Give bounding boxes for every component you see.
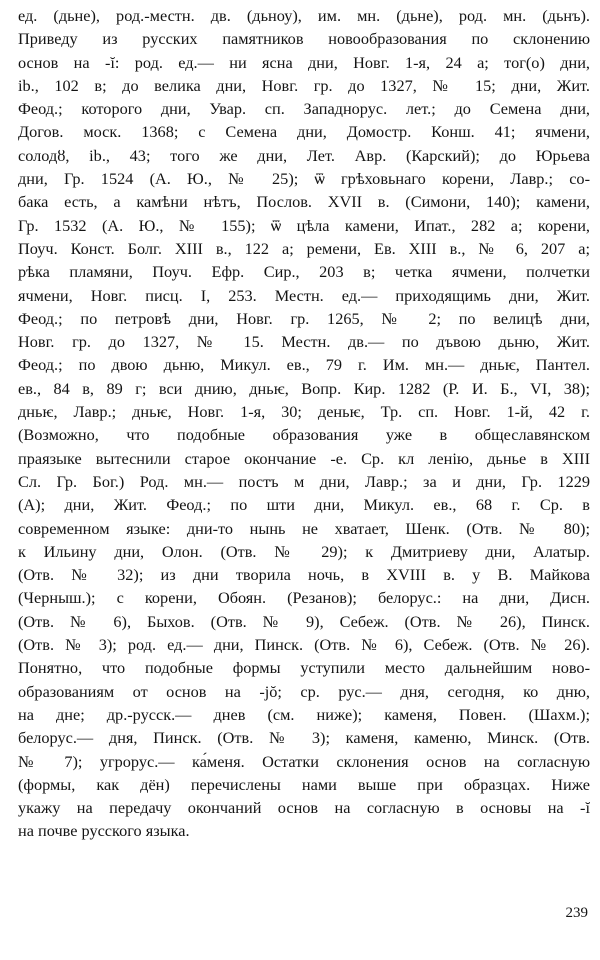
text-line: на дне; др.-русск.— днев (см. ниже); каменя, Повен. (Шахм.); <box>18 704 590 724</box>
text-line: бака есть, а камѣни нѣтъ, Послов. XVII в. (Симони, 140); камени, <box>18 192 590 212</box>
text-line: № 7); угрорус.— ка́меня. Остатки склонения основ на согласную <box>18 751 590 771</box>
text-line: (Черныш.); с корени, Обоян. (Резанов); белорус.: на дни, Дисн. <box>18 588 590 608</box>
text-line: дни, Гр. 1524 (А. Ю., № 25); ѿ грѣховьнаго корени, Лавр.; со- <box>18 169 590 189</box>
text-line: укажу на передачу окончаний основ на согласную в основы на -ĭ <box>18 798 590 818</box>
text-line: белорус.— дня, Пинск. (Отв. № 3); каменя, каменю, Минск. (Отв. <box>18 728 590 748</box>
text-line: Сл. Гр. Бог.) Род. мн.— постъ м дни, Лавр.; за и дни, Гр. 1229 <box>18 471 590 491</box>
text-line: (Отв. № 6), Быхов. (Отв. № 9), Себеж. (Отв. № 26), Пинск. <box>18 611 590 631</box>
page-number: 239 <box>565 905 588 921</box>
text-line: основ на -ĭ: род. ед.— ни ясна дни, Новг. 1-я, 24 а; тог(о) дни, <box>18 52 590 72</box>
text-line: образованиям от основ на -jŏ; ср. рус.— дня, сегодня, ко дню, <box>18 681 590 701</box>
text-line: Догов. моск. 1368; с Семена дни, Домостр. Конш. 41; ячмени, <box>18 122 590 142</box>
text-line: ib., 102 в; до велика дни, Новг. гр. до 1327, № 15; дни, Жит. <box>18 75 590 95</box>
body-text <box>18 4 590 843</box>
text-line: ед. (дьне), род.-местн. дв. (дьноу), им. мн. (дьне), род. мн. (дьнъ). <box>18 6 590 25</box>
text-line: рѣка пламяни, Поуч. Ефр. Сир., 203 в; четка ячмени, полчетки <box>18 262 590 282</box>
text-line: Приведу из русских памятников новообразования по склонению <box>18 29 590 49</box>
text-line: дньѥ, Лавр.; дньѥ, Новг. 1-я, 30; деньѥ, Тр. сп. Новг. 1-й, 42 г. <box>18 402 590 422</box>
text-line: (Отв. № 32); из дни творила ночь, в XVIII в. у В. Майкова <box>18 565 590 585</box>
text-line: Поуч. Конст. Болг. XIII в., 122 а; ремени, Ев. XIII в., № 6, 207 а; <box>18 238 590 258</box>
text-line: Гр. 1532 (А. Ю., № 155); ѿ цѣла камени, Ипат., 282 а; корени, <box>18 215 590 235</box>
text-line: солодȣ, ib., 43; того же дни, Лет. Авр. (Карский); до Юрьева <box>18 145 590 165</box>
text-line: ев., 84 в, 89 г; вси днию, дньѥ, Вопр. Кир. 1282 (Р. И. Б., VI, 38); <box>18 378 590 398</box>
text-line: праязыке вытеснили старое окончание -е. Ср. кл ленiю, дьнье в XIII <box>18 448 590 468</box>
text-line: (Отв. № 3); род. ед.— дни, Пинск. (Отв. № 6), Себеж. (Отв. № 26). <box>18 635 590 655</box>
text-line: (Возможно, что подобные образования уже в общеславянском <box>18 425 590 445</box>
text-line: Феод.; по двою дьню, Микул. ев., 79 г. Им. мн.— дньѥ, Пантел. <box>18 355 590 375</box>
text-line: (А); дни, Жит. Феод.; по шти дни, Микул. ев., 68 г. Ср. в <box>18 495 590 515</box>
text-line: Понятно, что подобные формы уступили место дальнейшим ново- <box>18 658 590 678</box>
text-line: Новг. гр. до 1327, № 15. Местн. дв.— по дъвою дьню, Жит. <box>18 332 590 352</box>
text-line: на почве русского языка. <box>18 821 190 841</box>
text-line: ячмени, Новг. писц. I, 253. Местн. ед.— приходящимь дни, Жит. <box>18 285 590 305</box>
text-line: Феод.; по петровѣ дни, Новг. гр. 1265, № 2; по велицѣ дни, <box>18 308 590 328</box>
text-line: современном языке: дни-то нынь не хватает, Шенк. (Отв. № 80); <box>18 518 590 538</box>
text-line: Феод.; которого дни, Увар. сп. Западнорус. лет.; до Семена дни, <box>18 99 590 119</box>
text-line: (формы, как дён) перечислены нами выше при образцах. Ниже <box>18 774 590 794</box>
text-line: к Ильину дни, Олон. (Отв. № 29); к Дмитриеву дни, Алатыр. <box>18 541 590 561</box>
